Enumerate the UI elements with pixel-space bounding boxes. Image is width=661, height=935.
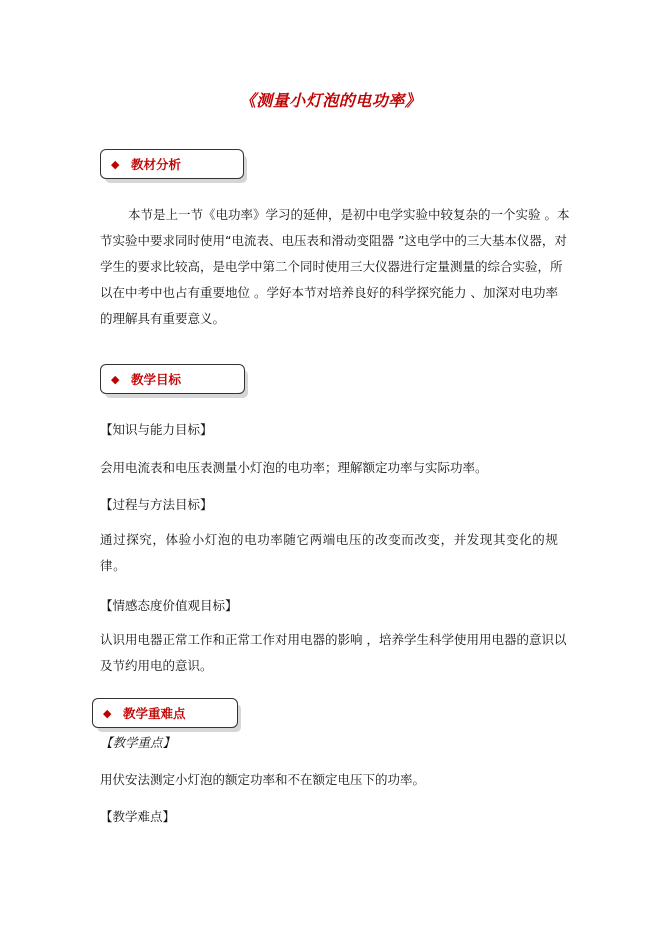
section-label: 教学目标 <box>131 372 182 387</box>
knowledge-goal-heading: 【知识与能力目标】 <box>100 422 213 437</box>
difficult-point-heading: 【教学难点】 <box>100 809 176 824</box>
diamond-bullet-icon: ◆ <box>111 157 120 171</box>
emotion-goal-heading: 【情感态度价值观目标】 <box>100 598 238 613</box>
process-goal-heading: 【过程与方法目标】 <box>100 497 213 512</box>
section-label: 教学重难点 <box>123 706 186 721</box>
section-header-keypoints <box>92 698 238 728</box>
key-point-heading: 【教学重点】 <box>100 735 176 750</box>
emotion-goal-text: 认识用电器正常工作和正常工作对用电器的影响 ，培养学生科学使用用电器的意识以及节约用电的意识。 <box>100 632 567 673</box>
section-header-goals <box>100 364 245 394</box>
analysis-paragraph: 本节是上一节《电功率》学习的延伸，是初中电学实验中较复杂的一个实验 。本节实验中要求同时使用“电流表、电压表和滑动变阻器 ”这电学中的三大基本仪器，对学生的要求比较高，是电学中第二个同时使用三大仪器进行定量测量的综合实验，所以在中考中也占有重要地位 。学好本节对培养良好的科学探究能力 、加深对电功率的理解具有重要意义。 <box>100 207 570 326</box>
section-label: 教材分析 <box>131 157 182 172</box>
key-point-text: 用伏安法测定小灯泡的额定功率和不在额定电压下的功率。 <box>100 772 426 787</box>
document-title: 《测量小灯泡的电功率》 <box>239 91 422 110</box>
process-goal-text: 通过探究，体验小灯泡的电功率随它两端电压的改变而改变，并发现其变化的规律。 <box>100 532 559 573</box>
knowledge-goal-text: 会用电流表和电压表测量小灯泡的电功率；理解额定功率与实际功率。 <box>100 460 488 475</box>
diamond-bullet-icon: ◆ <box>111 372 120 386</box>
diamond-bullet-icon: ◆ <box>103 706 112 720</box>
section-header-analysis <box>100 149 244 179</box>
